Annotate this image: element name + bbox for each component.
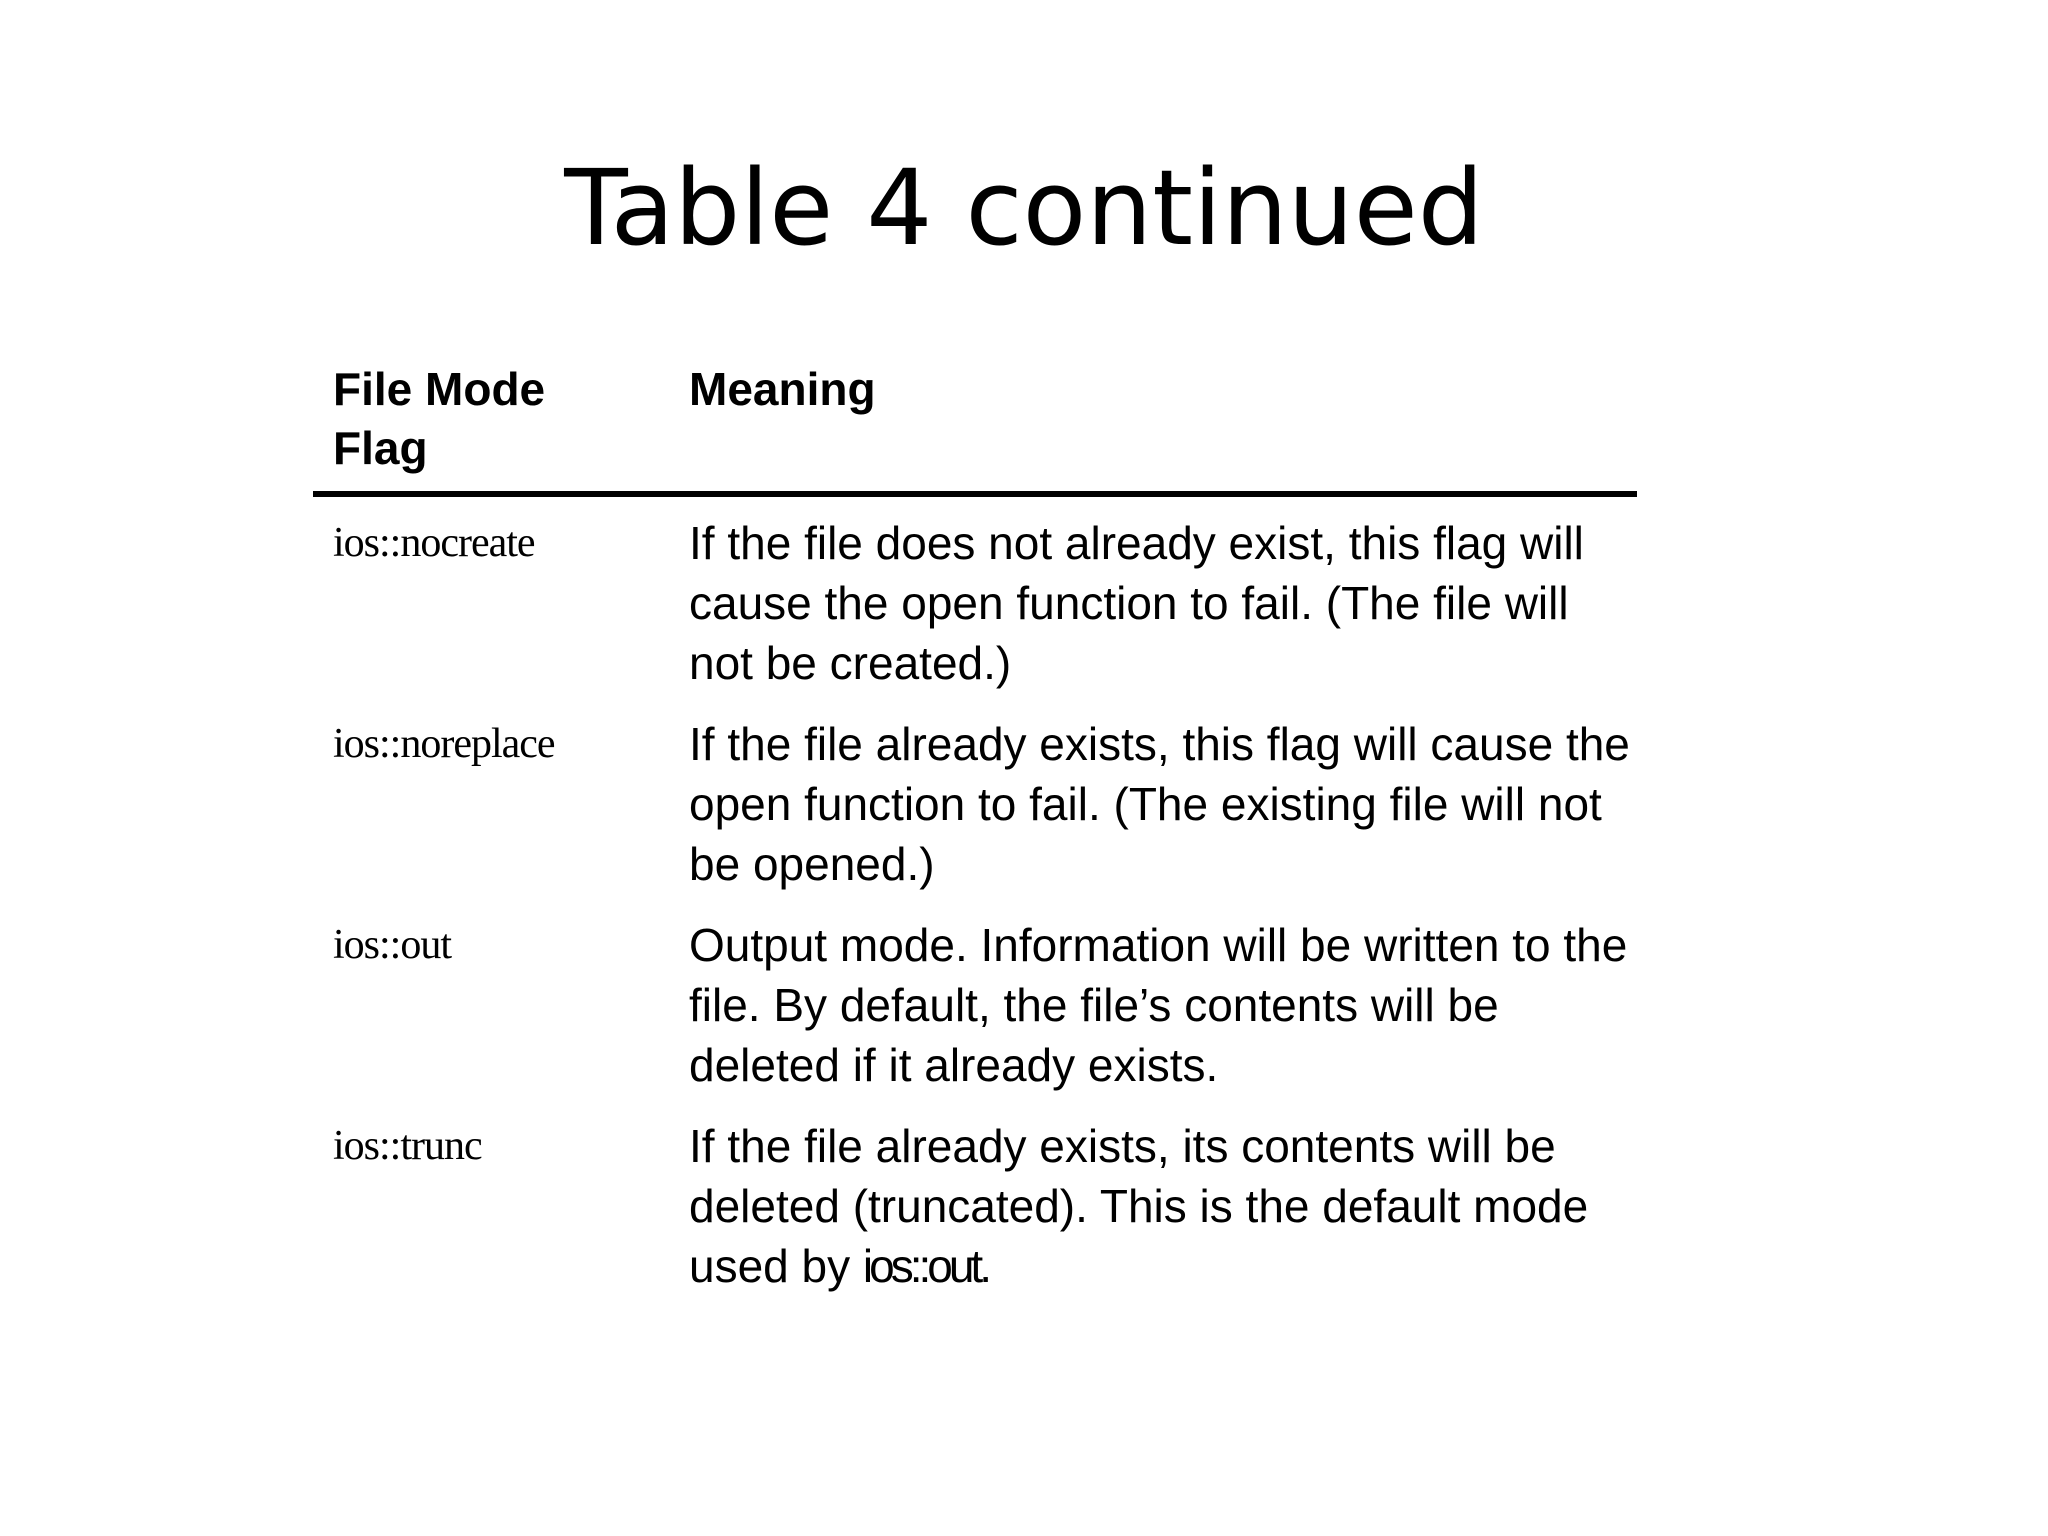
table-row — [313, 915, 1637, 1095]
meaning-cell: Output mode. Information will be written to the file. By default, the file’s contents will be deleted if it already exists. — [689, 919, 1628, 1091]
table-row — [313, 513, 1637, 693]
flag-cell: ios::nocreate — [333, 520, 535, 566]
meaning-text-end: . — [979, 1240, 992, 1292]
inline-code: ios::out — [862, 1240, 980, 1292]
table-row — [313, 714, 1637, 894]
column-header-meaning: Meaning — [689, 363, 876, 415]
meaning-cell: If the file already exists, this flag will cause the open function to fail. (The existing file will not be opened.) — [689, 718, 1630, 890]
file-mode-table — [313, 356, 1637, 1296]
meaning-cell — [689, 1116, 1639, 1296]
meaning-text: If the file already exists, its contents will be deleted (truncated). This is the default mode used by — [689, 1120, 1589, 1292]
table-row — [313, 1116, 1637, 1296]
flag-cell: ios::noreplace — [333, 721, 555, 767]
column-header-file-mode-flag: File Mode Flag — [333, 363, 546, 474]
table-header-row — [313, 356, 1637, 497]
slide-title: Table 4 continued — [564, 147, 1484, 269]
flag-cell: ios::out — [333, 922, 452, 968]
meaning-cell: If the file does not already exist, this flag will cause the open function to fail. (The file will not be created.) — [689, 517, 1584, 689]
flag-cell: ios::trunc — [333, 1123, 482, 1169]
